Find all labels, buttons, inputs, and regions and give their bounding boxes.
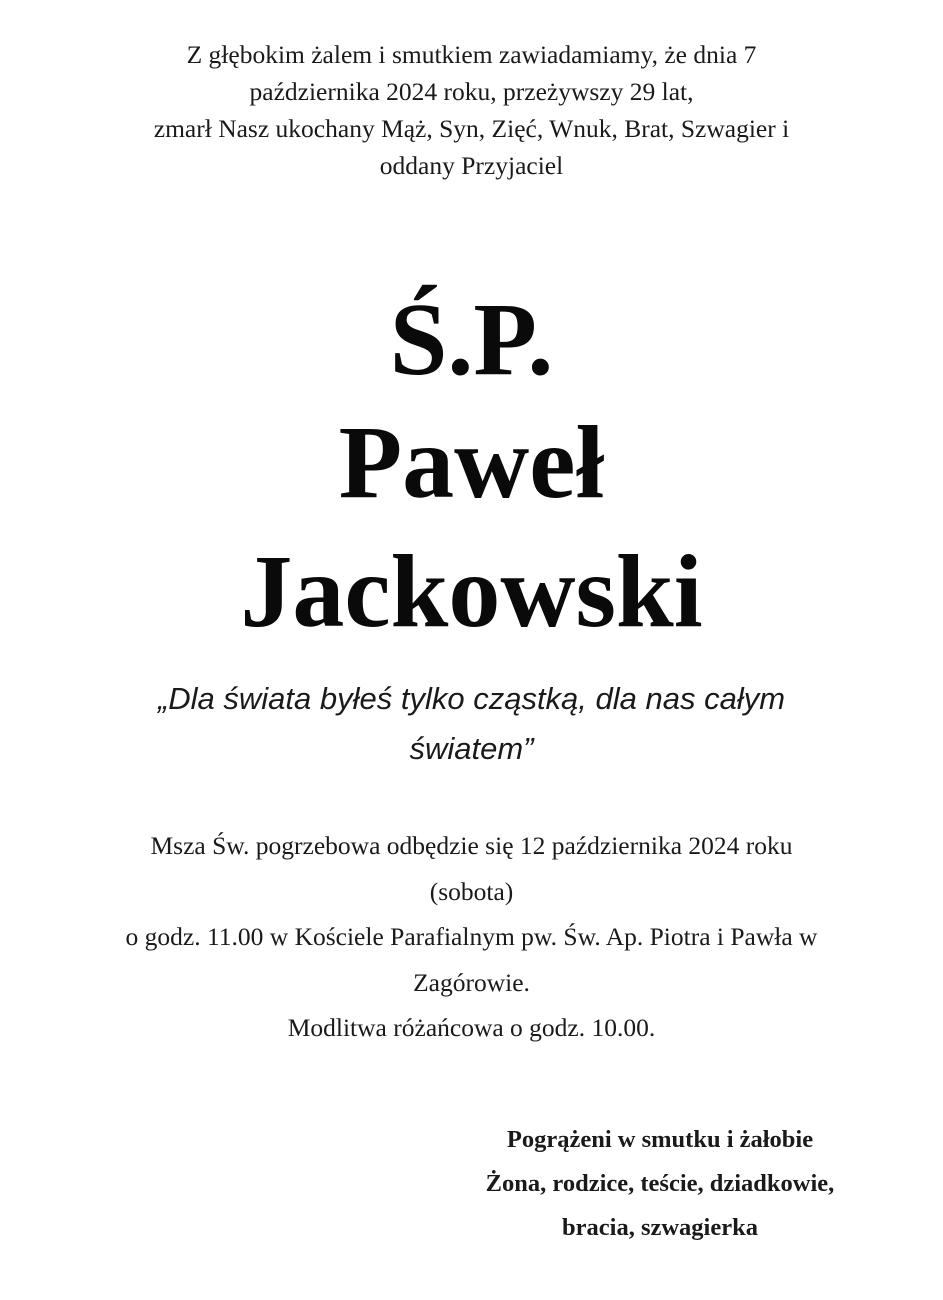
funeral-line: Msza Św. pogrzebowa odbędzie się 12 października 2024 roku xyxy=(150,831,793,860)
announcement-line: października 2024 roku, przeżywszy 29 lat, xyxy=(249,77,694,106)
deceased-first-name: Paweł xyxy=(338,405,605,520)
mourners-line: Żona, rodzice, teście, dziadkowie, xyxy=(485,1170,835,1197)
announcement-text xyxy=(60,36,883,184)
mourners-line: Pogrążeni w smutku i żałobie xyxy=(506,1126,814,1153)
announcement-line: oddany Przyjaciel xyxy=(379,151,564,180)
memorial-quote xyxy=(70,674,873,774)
announcement-line: zmarł Nasz ukochany Mąż, Syn, Zięć, Wnuk, Brat, Szwagier i xyxy=(153,114,790,143)
funeral-line: (sobota) xyxy=(429,876,514,906)
deceased-last-name: Jackowski xyxy=(240,534,703,649)
honorific-title: Ś.P. xyxy=(389,282,554,397)
funeral-line: Modlitwa różańcowa o godz. 10.00. xyxy=(287,1013,656,1042)
funeral-line: o godz. 11.00 w Kościele Parafialnym pw. Św. Ap. Piotra i Pawła w xyxy=(125,922,818,951)
funeral-details xyxy=(40,823,903,1051)
quote-line: światem” xyxy=(409,731,534,766)
funeral-line: Zagórowie. xyxy=(413,967,530,997)
mourners-signature xyxy=(430,1118,890,1250)
mourners-line: bracia, szwagierka xyxy=(562,1214,758,1241)
announcement-line: Z głębokim żalem i smutkiem zawiadamiamy, że dnia 7 xyxy=(186,40,757,69)
quote-line: „Dla świata byłeś tylko cząstką, dla nas całym xyxy=(157,681,786,716)
